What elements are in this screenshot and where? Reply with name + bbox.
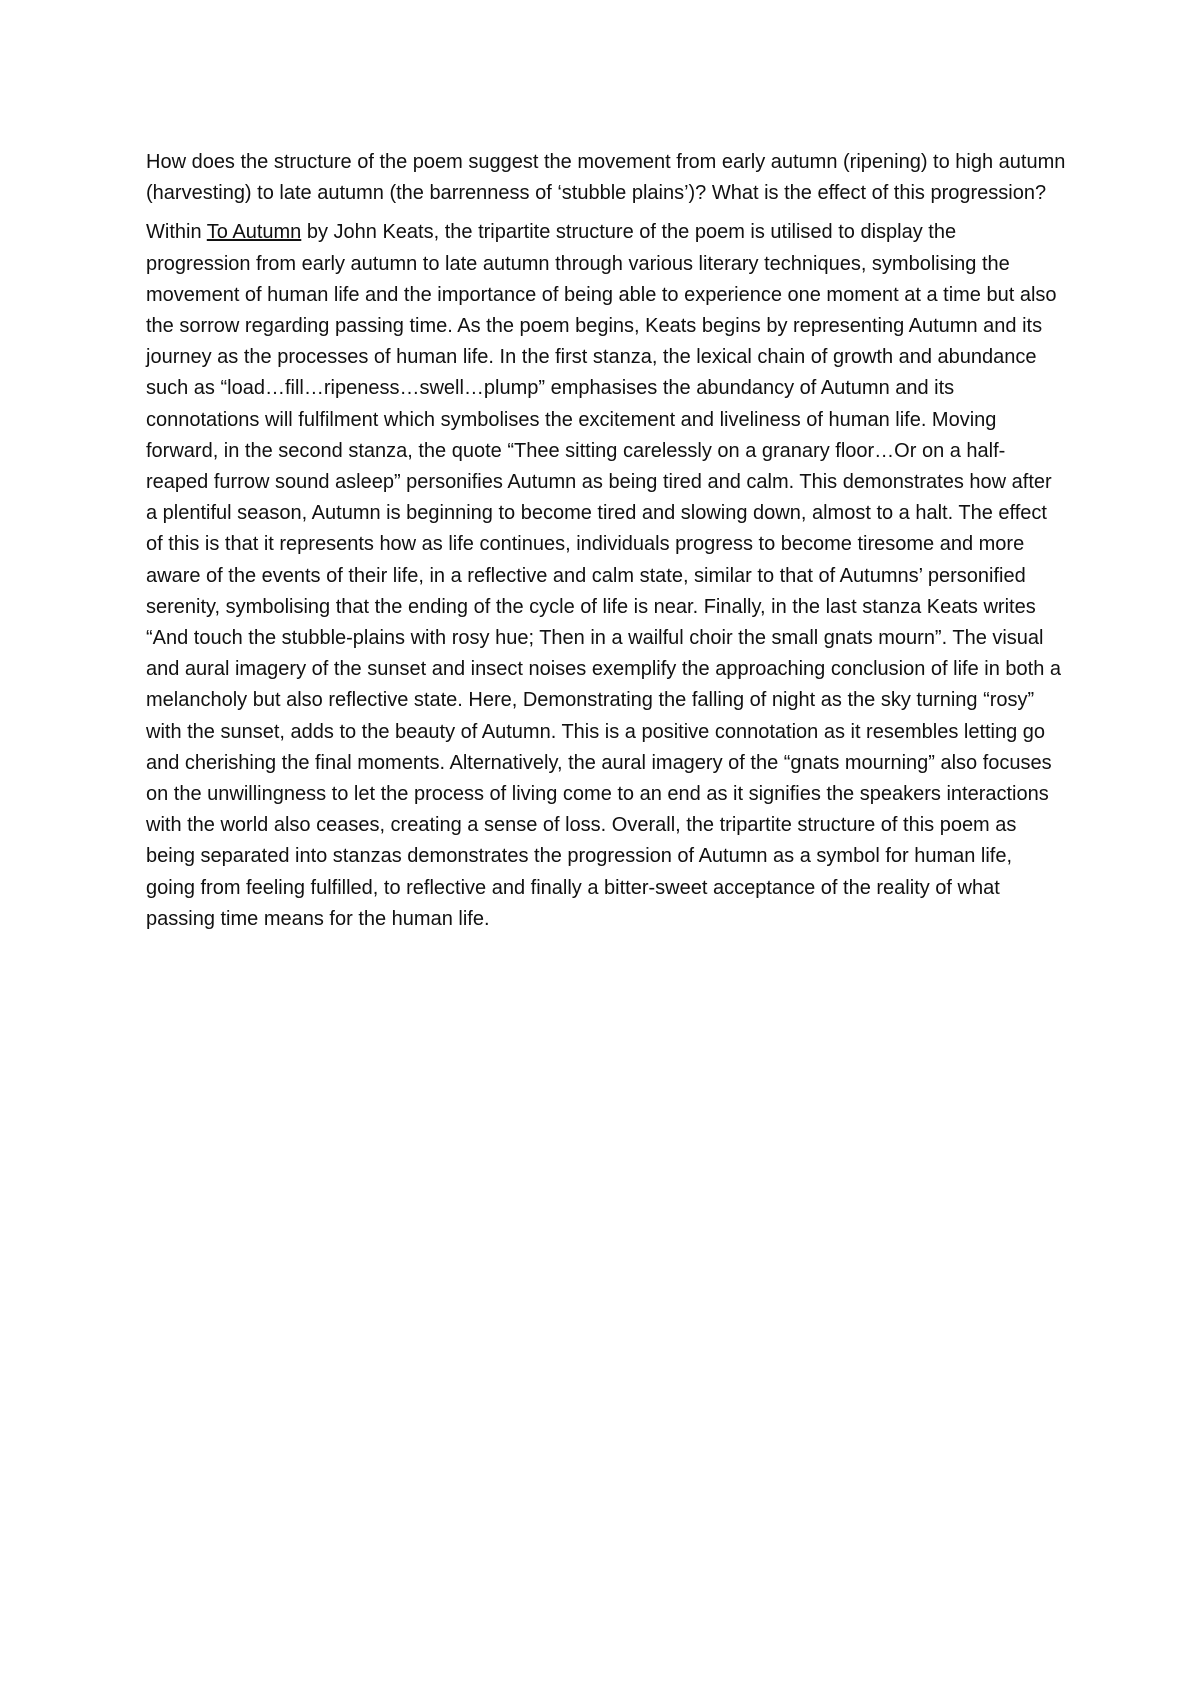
document-body [146,147,1066,935]
essay-question: How does the structure of the poem suggest the movement from early autumn (ripening) to high autumn (harvesting) to late autumn (the barrenness of ‘stubble plains’)? What is the effect of this progression? [146,151,1066,205]
essay-answer [146,217,1066,935]
answer-body: by John Keats, the tripartite structure of the poem is utilised to display the progression from early autumn to late autumn through various literary techniques, symbolising the movement of human life and the importance of being able to experience one moment at a time but also the sorrow regarding passing time. As the poem begins, Keats begins by representing Autumn and its journey as the processes of human life. In the first stanza, the lexical chain of growth and abundance such as “load…fill…ripeness…swell…plump” emphasises the abundancy of Autumn and its connotations will fulfilment which symbolises the excitement and liveliness of human life. Moving forward, in the second stanza, the quote “Thee sitting carelessly on a granary floor…Or on a half-reaped furrow sound asleep” personifies Autumn as being tired and calm. This demonstrates how after a plentiful season, Autumn is beginning to become tired and slowing down, almost to a halt. The effect of this is that it represents how as life continues, individuals progress to become tiresome and more aware of the events of their life, in a reflective and calm state, similar to that of Autumns’ personified serenity, symbolising that the ending of the cycle of life is near. Finally, in the last stanza Keats writes “And touch the stubble-plains with rosy hue; Then in a wailful choir the small gnats mourn”. The visual and aural imagery of the sunset and insect noises exemplify the approaching conclusion of life in both a melancholy but also reflective state. Here, Demonstrating the falling of night as the sky turning “rosy” with the sunset, adds to the beauty of Autumn. This is a positive connotation as it resembles letting go and cherishing the final moments. Alternatively, the aural imagery of the “gnats mourning” also focuses on the unwillingness to let the process of living come to an end as it signifies the speakers interactions with the world also ceases, creating a sense of loss. Overall, the tripartite structure of this poem as being separated into stanzas demonstrates the progression of Autumn as a symbol for human life, going from feeling fulfilled, to reflective and finally a bitter-sweet acceptance of the reality of what passing time means for the human life. [146,221,1061,930]
poem-title: To Autumn [206,221,302,244]
answer-intro-word: Within [146,221,202,244]
